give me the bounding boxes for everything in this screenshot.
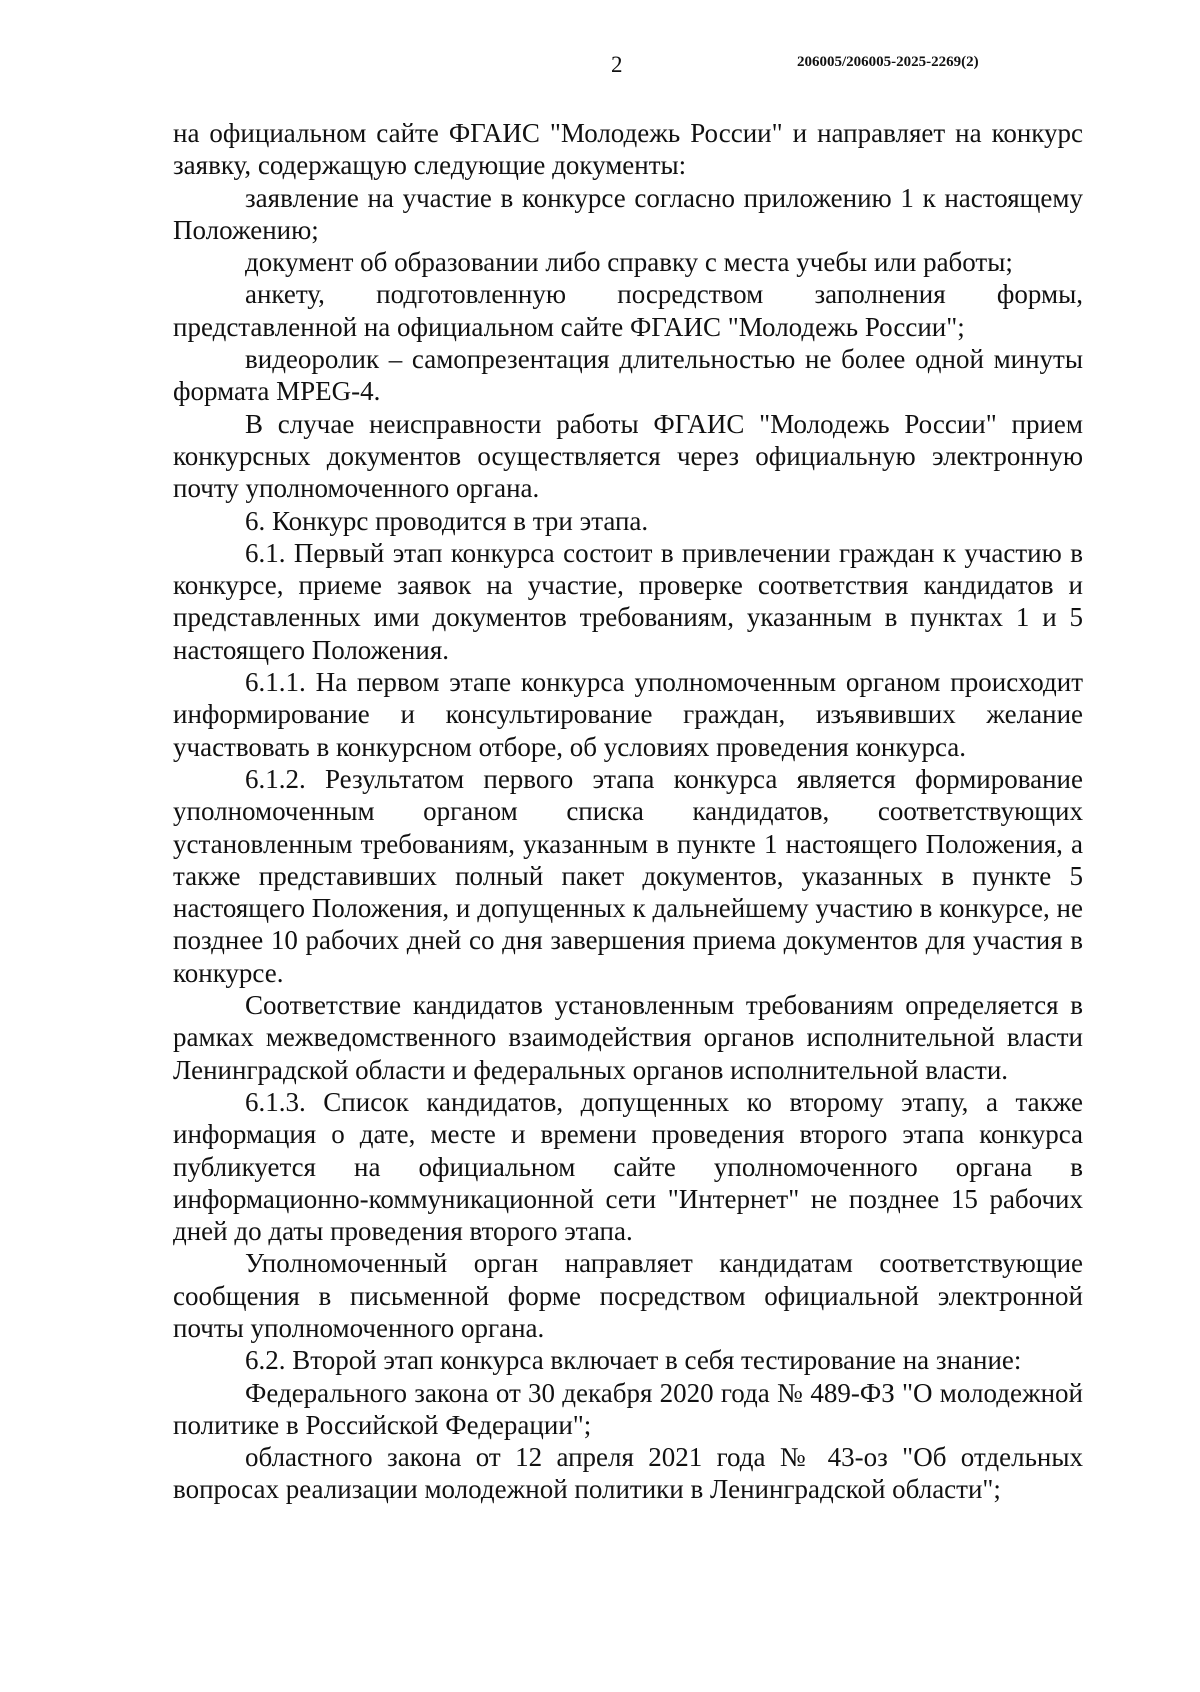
paragraph: областного закона от 12 апреля 2021 года № 43-оз "Об отдельных вопросах реализации молодежной политики в Ленинградской области";	[173, 1442, 1083, 1505]
paragraph: видеоролик – самопрезентация длительностью не более одной минуты формата MPEG-4.	[173, 344, 1083, 407]
paragraph: заявление на участие в конкурсе согласно приложению 1 к настоящему Положению;	[173, 182, 1083, 245]
paragraph: 6.1.3. Список кандидатов, допущенных ко второму этапу, а также информация о дате, месте и времени проведения второго этапа конкурса публикуется на официальном сайте уполномоченного органа в информационно-коммуникационной сети "Интернет" не позднее 15 рабочих дней до даты проведения второго этапа.	[173, 1086, 1083, 1247]
document-id: 206005/206005-2025-2269(2)	[797, 54, 979, 70]
paragraph: Уполномоченный орган направляет кандидатам соответствующие сообщения в письменной форме посредством официальной электронной почты уполномоченного органа.	[173, 1248, 1083, 1343]
paragraph: В случае неисправности работы ФГАИС "Молодежь России" прием конкурсных документов осуществляется через официальную электронную почту уполномоченного органа.	[173, 408, 1083, 504]
paragraph: анкету, подготовленную посредством заполнения формы, представленной на официальном сайте ФГАИС "Молодежь России";	[173, 279, 1083, 342]
paragraph: 6.2. Второй этап конкурса включает в себя тестирование на знание:	[245, 1345, 1022, 1376]
paragraph: на официальном сайте ФГАИС "Молодежь России" и направляет на конкурс заявку, содержащую следующие документы:	[173, 118, 1083, 181]
paragraph: Соответствие кандидатов установленным требованиям определяется в рамках межведомственного взаимодействия органов исполнительной власти Ленинградской области и федеральных органов исполнительной власти.	[173, 990, 1083, 1085]
paragraph: Федерального закона от 30 декабря 2020 года № 489-ФЗ "О молодежной политике в Российской Федерации";	[173, 1377, 1083, 1440]
page-number: 2	[611, 52, 623, 77]
paragraph: 6.1.2. Результатом первого этапа конкурса является формирование уполномоченным органом списка кандидатов, соответствующих установленным требованиям, указанным в пункте 1 настоящего Положения, а также представивших полный пакет документов, указанных в пункте 5 настоящего Положения, и допущенных к дальнейшему участию в конкурсе, не позднее 10 рабочих дней со дня завершения приема документов для участия в конкурсе.	[173, 763, 1083, 988]
paragraph: 6.1.1. На первом этапе конкурса уполномоченным органом происходит информирование и консультирование граждан, изъявивших желание участвовать в конкурсном отборе, об условиях проведения конкурса.	[173, 667, 1083, 762]
document-body	[173, 117, 1083, 1506]
paragraph: 6. Конкурс проводится в три этапа.	[245, 505, 649, 536]
paragraph: 6.1. Первый этап конкурса состоит в привлечении граждан к участию в конкурсе, приеме заявок на участие, проверке соответствия кандидатов и представленных ими документов требованиям, указанным в пунктах 1 и 5 настоящего Положения.	[173, 537, 1083, 665]
paragraph: документ об образовании либо справку с места учебы или работы;	[245, 247, 1013, 278]
